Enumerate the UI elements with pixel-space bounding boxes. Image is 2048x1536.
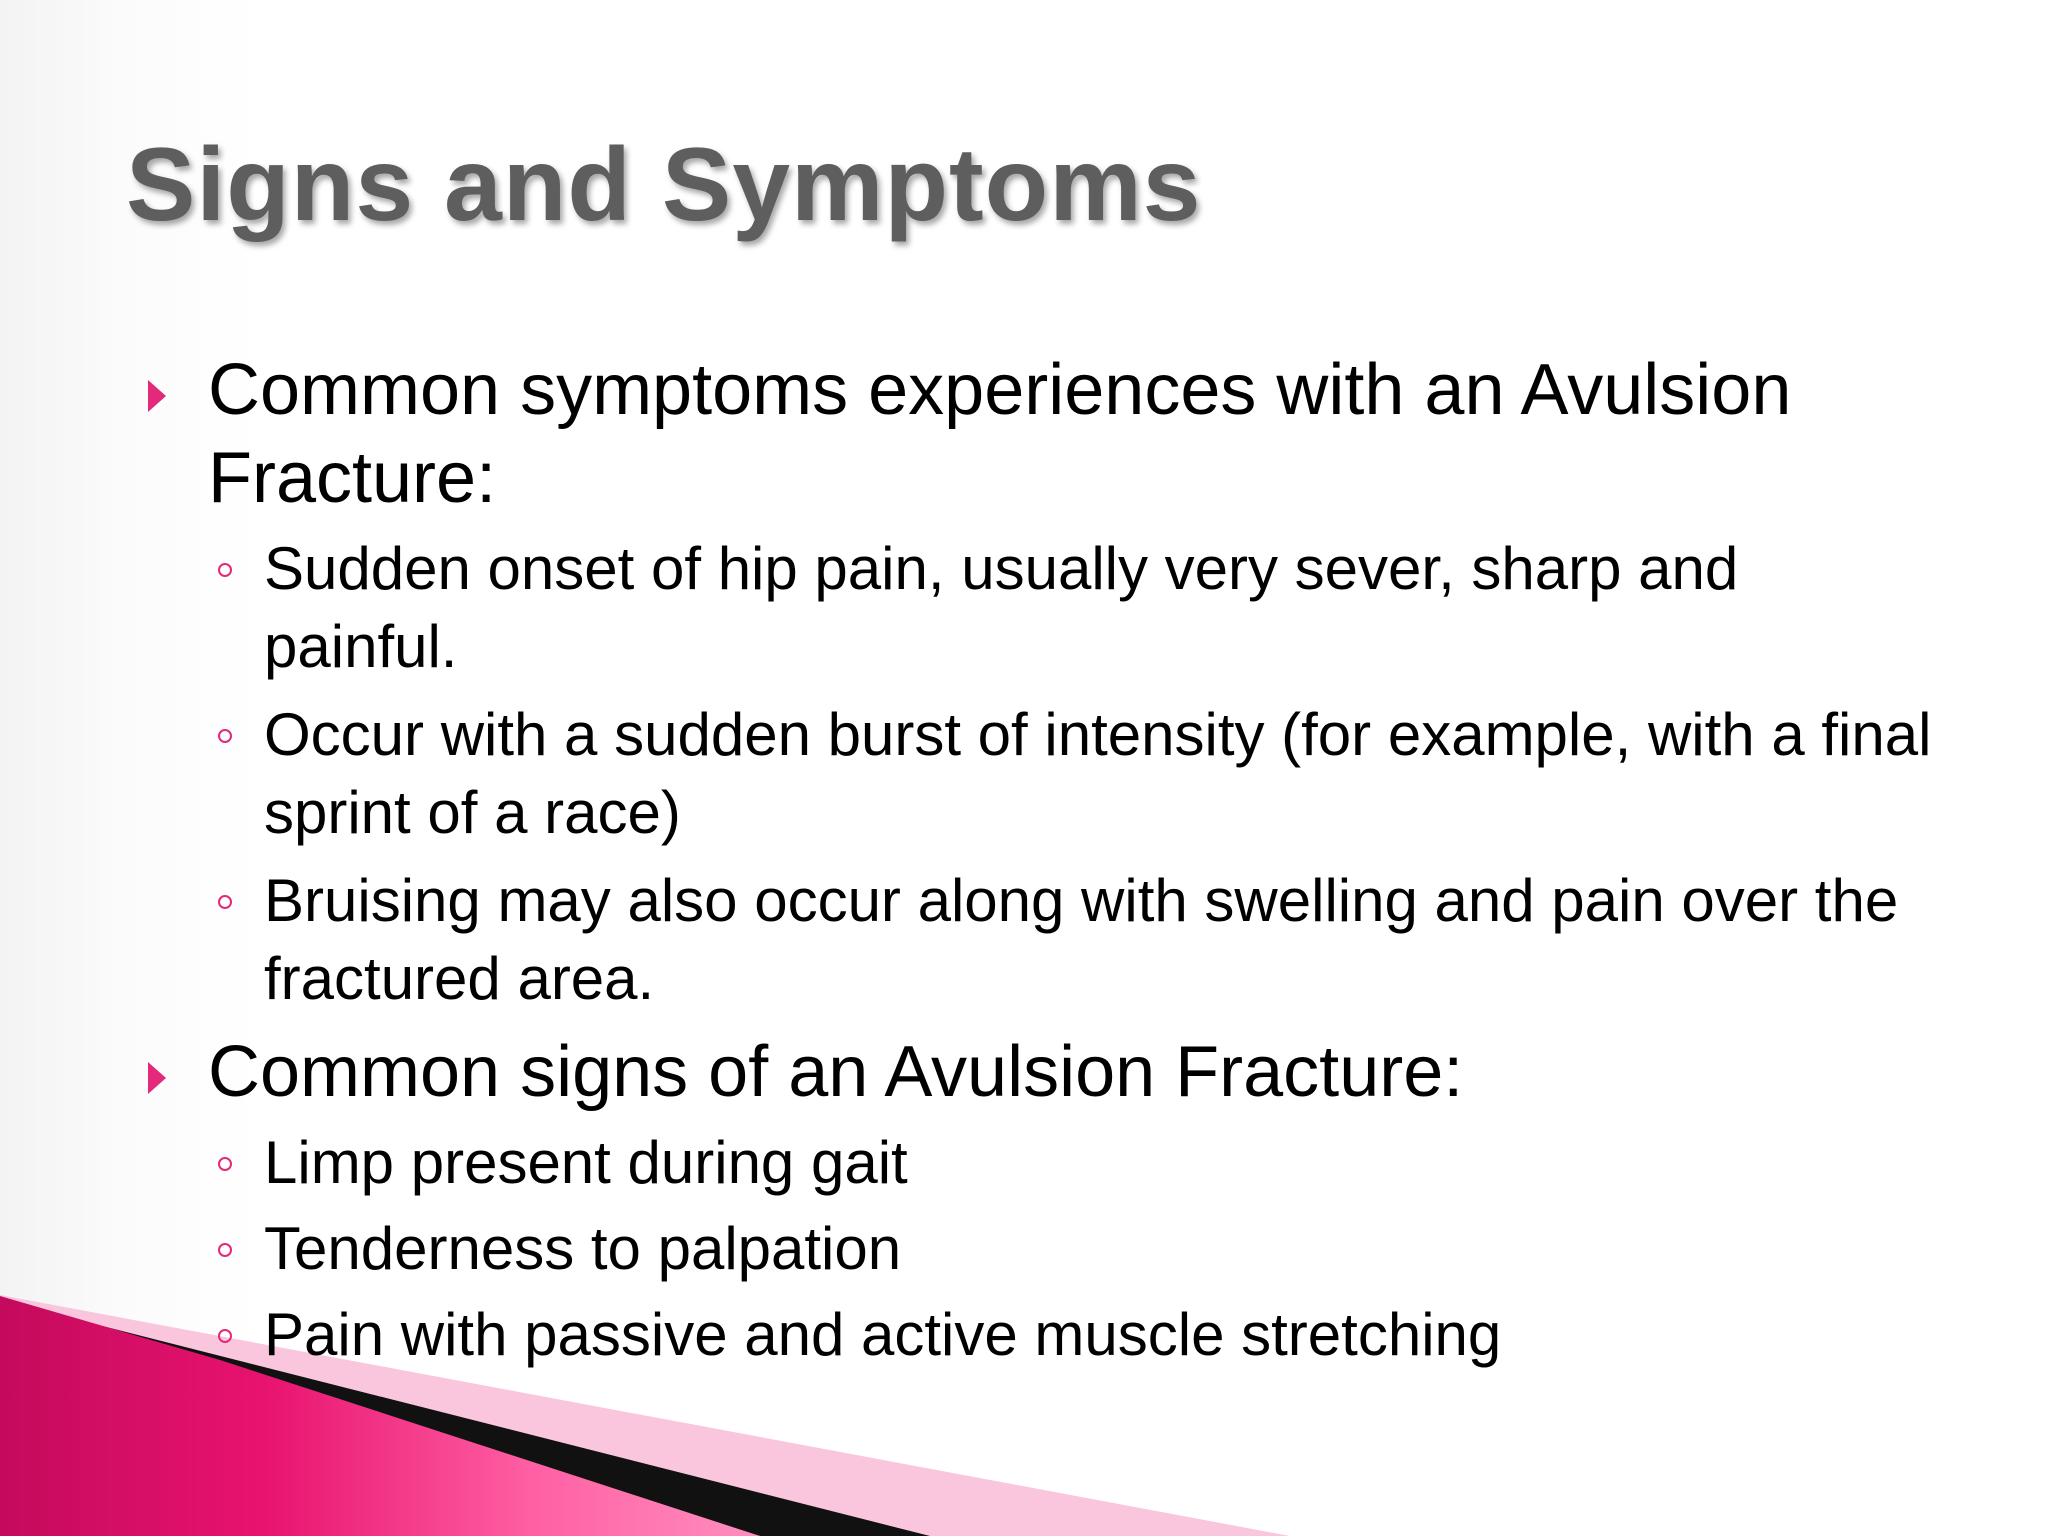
sub-bullet <box>140 862 1940 1018</box>
bullet-symptoms <box>140 346 1940 522</box>
sub-bullet <box>140 696 1940 852</box>
bullet-content <box>140 346 1940 1384</box>
hollow-circle-icon <box>218 563 232 577</box>
sub-bullet-text: Pain with passive and active muscle stretching <box>264 1301 1502 1368</box>
sub-bullet-text: Tenderness to palpation <box>264 1215 902 1282</box>
hollow-circle-icon <box>218 1329 232 1343</box>
triangle-right-icon <box>148 380 166 412</box>
hollow-circle-icon <box>218 1243 232 1257</box>
sub-bullet <box>140 1124 1940 1202</box>
bullet-symptoms-text: Common symptoms experiences with an Avulsion Fracture: <box>208 350 1792 518</box>
symptoms-sub-list <box>140 530 1940 1018</box>
sub-bullet-text: Limp present during gait <box>264 1129 908 1196</box>
sub-bullet <box>140 1210 1940 1288</box>
signs-sub-list <box>140 1124 1940 1374</box>
bullet-signs <box>140 1028 1940 1116</box>
hollow-circle-icon <box>218 895 232 909</box>
sub-bullet-text: Bruising may also occur along with swelling and pain over the fractured area. <box>264 867 1899 1012</box>
sub-bullet-text: Sudden onset of hip pain, usually very sever, sharp and painful. <box>264 535 1739 680</box>
hollow-circle-icon <box>218 1157 232 1171</box>
sub-bullet <box>140 1296 1940 1374</box>
hollow-circle-icon <box>218 729 232 743</box>
triangle-right-icon <box>148 1062 166 1094</box>
slide-title: Signs and Symptoms <box>126 127 1202 243</box>
sub-bullet-text: Occur with a sudden burst of intensity (for example, with a final sprint of a race) <box>264 701 1932 846</box>
sub-bullet <box>140 530 1940 686</box>
bullet-signs-text: Common signs of an Avulsion Fracture: <box>208 1032 1464 1112</box>
